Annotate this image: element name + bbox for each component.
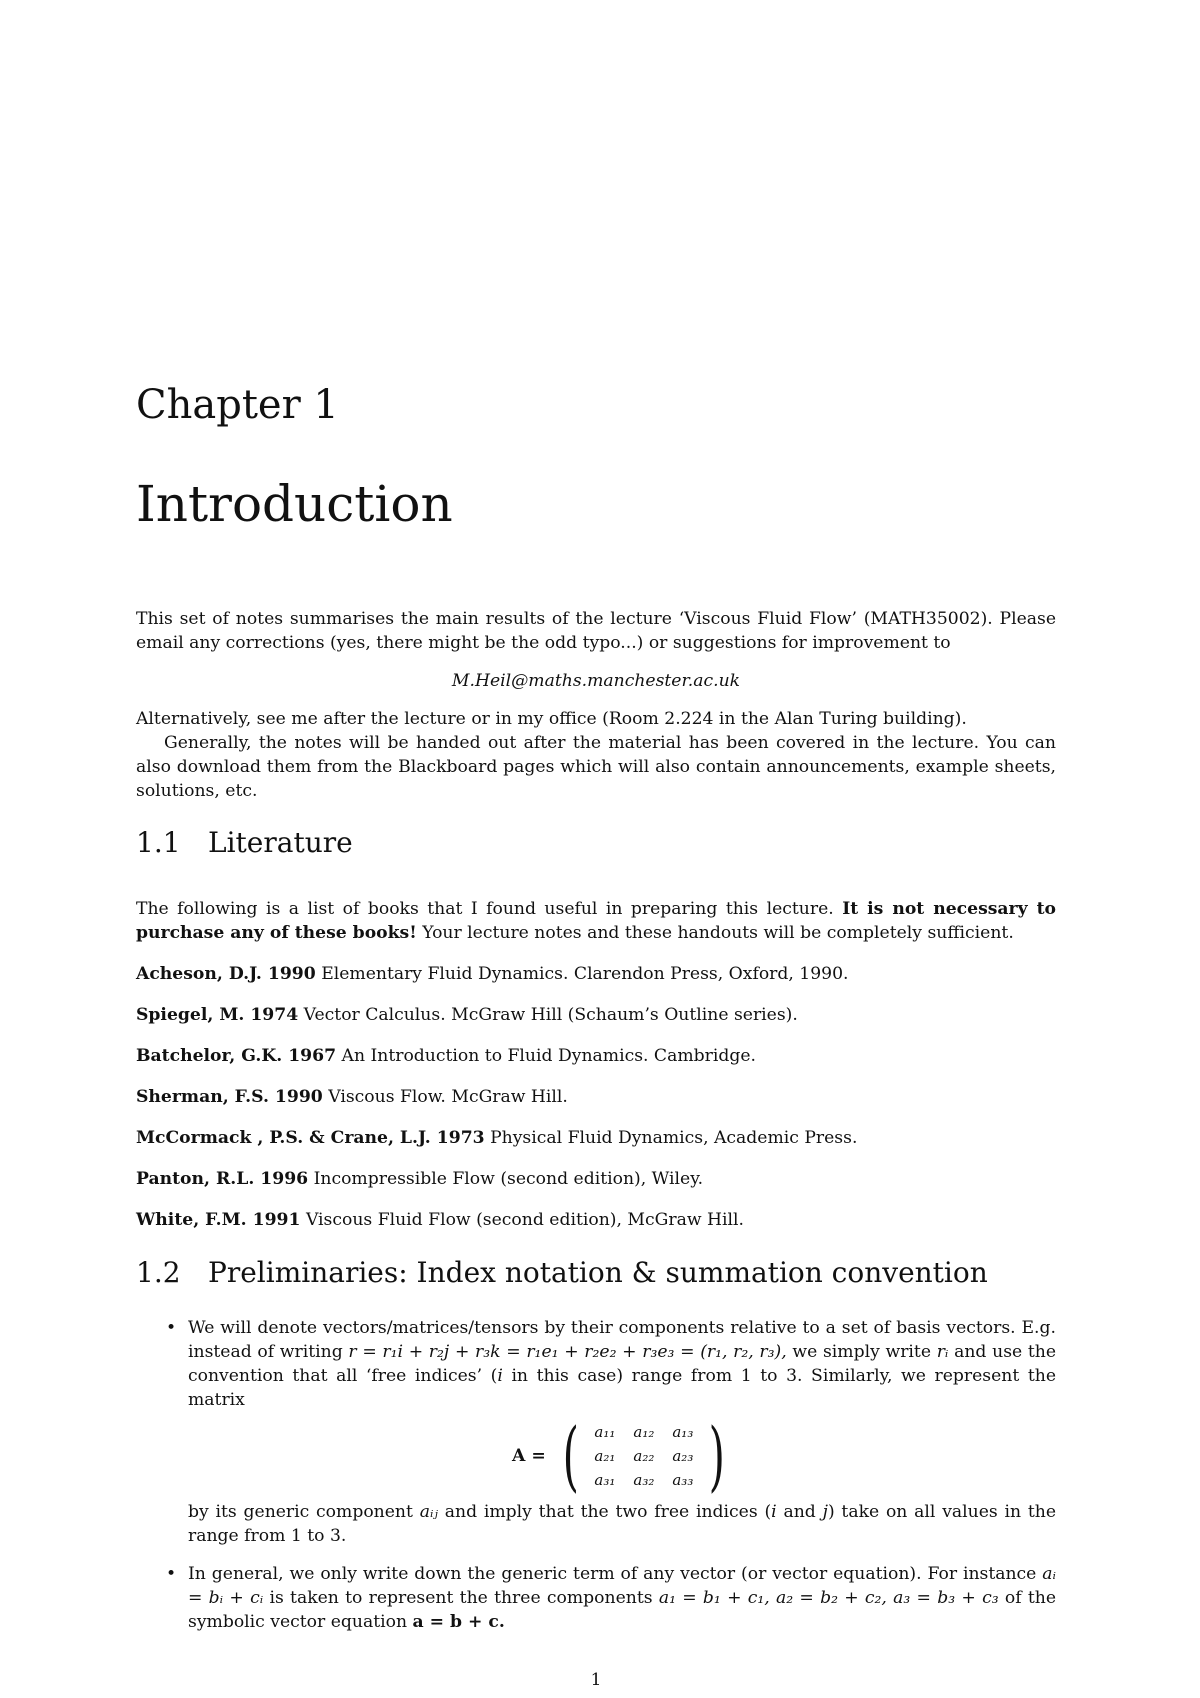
bib-author: Batchelor, G.K. 1967 xyxy=(136,1046,337,1066)
bib-author: Sherman, F.S. 1990 xyxy=(136,1087,323,1107)
bib-entry xyxy=(136,1167,1056,1191)
handout-paragraph: Generally, the notes will be handed out after the material has been covered in the lecture. You can also download them from the Blackboard pages which will also contain announcements, example sheets, solutions, etc. xyxy=(136,733,1056,801)
document-page xyxy=(136,0,1056,1698)
bib-text: Vector Calculus. McGraw Hill (Schaum’s Outline series). xyxy=(303,1005,798,1025)
literature-intro-emphasis: It is not necessary to purchase any of these books! xyxy=(136,899,1056,943)
chapter-label: Chapter 1 xyxy=(136,382,339,428)
bib-entry xyxy=(136,1085,1056,1109)
literature-section xyxy=(136,897,1056,1249)
page-number: 1 xyxy=(590,1670,602,1690)
bib-author: Spiegel, M. 1974 xyxy=(136,1005,299,1025)
text-run: We will denote vectors/matrices/tensors by their components relative to a set of basis vectors. E.g. instead of writing xyxy=(188,1318,1056,1362)
chapter-title: Introduction xyxy=(136,475,453,533)
bib-author: McCormack , P.S. & Crane, L.J. 1973 xyxy=(136,1128,485,1148)
literature-intro xyxy=(136,897,1056,945)
section-title: Preliminaries: Index notation & summation convention xyxy=(208,1256,988,1289)
literature-intro-end: Your lecture notes and these handouts will be completely sufficient. xyxy=(422,923,1014,943)
matrix-cell: a₁₂ xyxy=(633,1423,655,1441)
text-run: and imply that the two free indices ( xyxy=(444,1502,772,1522)
text-run: and use the convention that all ‘free indices’ ( xyxy=(188,1342,1057,1386)
math-symbol: i xyxy=(497,1366,503,1386)
text-run: we simply write xyxy=(792,1342,932,1362)
matrix-label: A = xyxy=(512,1446,546,1466)
math-expression: a₁ = b₁ + c₁, a₂ = b₂ + c₂, a₃ = b₃ + c₃ xyxy=(658,1588,999,1608)
matrix-cell: a₂₂ xyxy=(633,1447,655,1465)
office-paragraph: Alternatively, see me after the lecture or in my office (Room 2.224 in the Alan Turing building). xyxy=(136,709,967,729)
bib-author: White, F.M. 1991 xyxy=(136,1210,301,1230)
bib-author: Panton, R.L. 1996 xyxy=(136,1169,309,1189)
section-number: 1.1 xyxy=(136,826,181,859)
left-paren-icon: ( xyxy=(562,1411,579,1500)
math-symbol: rᵢ xyxy=(936,1342,949,1362)
vector-equation: r = r₁i + r₂j + r₃k = r₁e₁ + r₂e₂ + r₃e₃ = (r₁, r₂, r₃), xyxy=(348,1342,787,1362)
math-symbol: aᵢⱼ xyxy=(419,1502,438,1522)
generic-term-paragraph xyxy=(188,1562,1056,1634)
bib-text: Elementary Fluid Dynamics. Clarendon Press, Oxford, 1990. xyxy=(321,964,849,984)
matrix-cell: a₂₁ xyxy=(594,1447,616,1465)
text-run: by its generic component xyxy=(188,1502,413,1522)
bib-entry xyxy=(136,1208,1056,1232)
matrix-table xyxy=(585,1420,702,1492)
contact-email: M.Heil@maths.manchester.ac.uk xyxy=(451,671,741,691)
bib-entry xyxy=(136,1003,1056,1027)
matrix-row xyxy=(585,1420,702,1444)
intro-section xyxy=(136,607,1056,803)
section-number: 1.2 xyxy=(136,1256,181,1289)
text-run: and xyxy=(783,1502,816,1522)
math-expression: a = b + c. xyxy=(412,1612,505,1632)
bullet-icon: • xyxy=(166,1564,177,1584)
matrix-row xyxy=(585,1444,702,1468)
list-item xyxy=(136,1316,1056,1548)
matrix-cell: a₃₃ xyxy=(672,1471,694,1489)
matrix-cell: a₃₂ xyxy=(633,1471,655,1489)
text-run: in this case) range from 1 to 3. Similarly, we represent the matrix xyxy=(188,1366,1056,1410)
text-run: is taken to represent the three components xyxy=(269,1588,653,1608)
math-symbol: i xyxy=(771,1502,777,1522)
matrix-display xyxy=(188,1411,1056,1500)
bib-text: Viscous Fluid Flow (second edition), McGraw Hill. xyxy=(305,1210,744,1230)
math-symbol: j xyxy=(822,1502,828,1522)
bib-text: Physical Fluid Dynamics, Academic Press. xyxy=(490,1128,858,1148)
bib-text: An Introduction to Fluid Dynamics. Cambridge. xyxy=(341,1046,756,1066)
bib-entry xyxy=(136,1044,1056,1068)
matrix-cell: a₁₁ xyxy=(594,1423,616,1441)
bib-entry xyxy=(136,1126,1056,1150)
index-notation-paragraph xyxy=(188,1316,1056,1412)
math-expression: aᵢ = bᵢ + cᵢ xyxy=(188,1564,1056,1608)
matrix-cell: a₃₁ xyxy=(594,1471,616,1489)
section-heading-preliminaries xyxy=(136,1256,988,1289)
matrix-cell: a₁₃ xyxy=(672,1423,694,1441)
bib-text: Incompressible Flow (second edition), Wiley. xyxy=(313,1169,704,1189)
bullet-icon: • xyxy=(166,1318,177,1338)
right-paren-icon: ) xyxy=(709,1411,726,1500)
list-item xyxy=(136,1562,1056,1634)
literature-intro-text: The following is a list of books that I found useful in preparing this lecture. xyxy=(136,899,834,919)
text-run: of the symbolic vector equation xyxy=(188,1588,1057,1632)
section-heading-literature xyxy=(136,826,353,859)
matrix-row xyxy=(585,1468,702,1492)
text-run: In general, we only write down the generic term of any vector (or vector equation). For instance xyxy=(188,1564,1037,1584)
generic-component-paragraph xyxy=(188,1500,1056,1548)
section-title: Literature xyxy=(208,826,353,859)
bib-author: Acheson, D.J. 1990 xyxy=(136,964,316,984)
preliminaries-section xyxy=(136,1316,1056,1648)
intro-paragraph: This set of notes summarises the main results of the lecture ‘Viscous Fluid Flow’ (MATH35002). Please email any corrections (yes, there might be the odd typo...) or suggestions for improvement to xyxy=(136,609,1056,653)
text-run: ) take on all values in the range from 1 to 3. xyxy=(188,1502,1057,1546)
bib-text: Viscous Flow. McGraw Hill. xyxy=(328,1087,568,1107)
bib-entry xyxy=(136,962,1056,986)
matrix-cell: a₂₃ xyxy=(672,1447,694,1465)
